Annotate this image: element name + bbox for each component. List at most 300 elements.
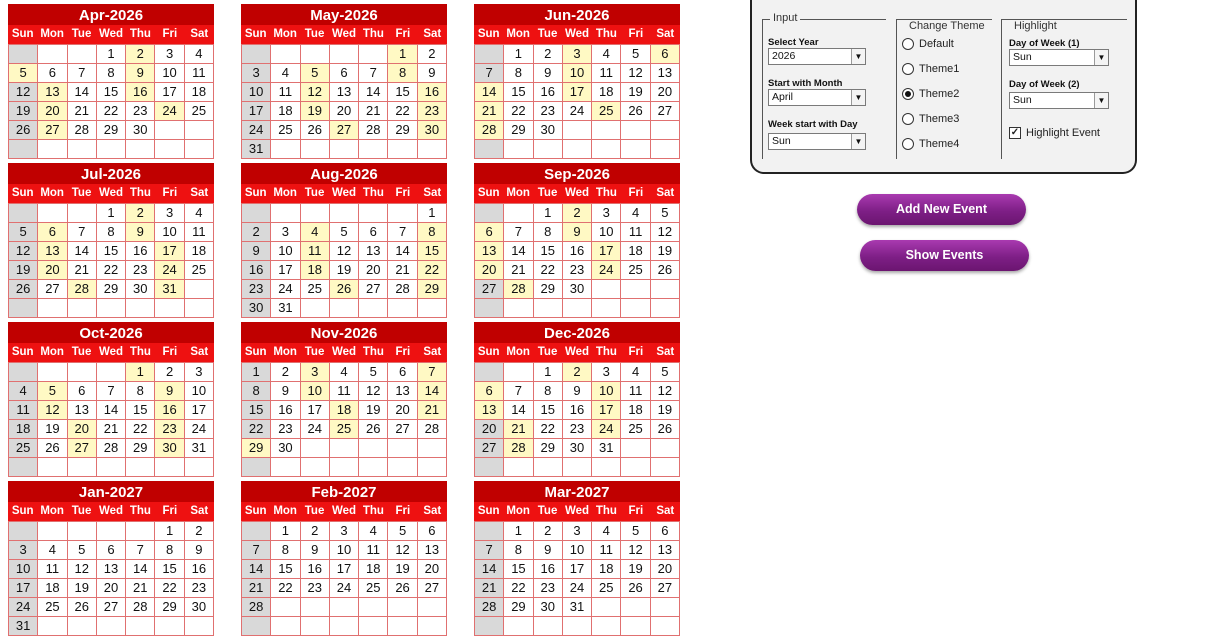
day-cell[interactable]: 9 xyxy=(418,64,447,83)
day-cell[interactable]: 13 xyxy=(418,541,447,560)
day-cell[interactable]: 5 xyxy=(621,522,650,541)
day-cell[interactable]: 1 xyxy=(271,522,300,541)
day-cell[interactable]: 18 xyxy=(301,261,330,280)
day-cell[interactable]: 6 xyxy=(68,382,97,401)
day-cell[interactable]: 24 xyxy=(155,261,184,280)
day-cell[interactable]: 10 xyxy=(563,541,592,560)
day-cell[interactable]: 24 xyxy=(563,102,592,121)
day-cell[interactable]: 6 xyxy=(651,522,680,541)
day-cell[interactable]: 18 xyxy=(185,242,214,261)
day-cell[interactable]: 31 xyxy=(9,617,38,636)
day-cell[interactable]: 11 xyxy=(621,223,650,242)
day-cell[interactable]: 15 xyxy=(418,242,447,261)
day-cell[interactable]: 4 xyxy=(38,541,67,560)
day-cell[interactable]: 13 xyxy=(38,83,67,102)
day-cell[interactable]: 4 xyxy=(185,204,214,223)
day-cell[interactable]: 3 xyxy=(9,541,38,560)
day-cell[interactable]: 10 xyxy=(185,382,214,401)
day-cell[interactable]: 24 xyxy=(301,420,330,439)
theme-radio-theme1[interactable] xyxy=(902,63,959,75)
day-cell[interactable]: 7 xyxy=(126,541,155,560)
day-cell[interactable]: 16 xyxy=(563,242,592,261)
radio-icon[interactable] xyxy=(902,138,914,150)
day-cell[interactable]: 6 xyxy=(97,541,126,560)
theme-radio-theme2[interactable] xyxy=(902,88,959,100)
day-cell[interactable]: 26 xyxy=(621,579,650,598)
day-cell[interactable]: 19 xyxy=(621,560,650,579)
day-cell[interactable]: 6 xyxy=(38,64,67,83)
day-cell[interactable]: 15 xyxy=(388,83,417,102)
day-cell[interactable]: 19 xyxy=(301,102,330,121)
day-cell[interactable]: 12 xyxy=(38,401,67,420)
day-cell[interactable]: 21 xyxy=(418,401,447,420)
day-cell[interactable]: 3 xyxy=(242,64,271,83)
day-cell[interactable]: 27 xyxy=(38,280,67,299)
day-cell[interactable]: 6 xyxy=(38,223,67,242)
day-cell[interactable]: 25 xyxy=(301,280,330,299)
checkmark-icon[interactable]: ✓ xyxy=(1010,127,1020,138)
day-cell[interactable]: 21 xyxy=(68,102,97,121)
day-cell[interactable]: 5 xyxy=(651,204,680,223)
day-cell[interactable]: 18 xyxy=(9,420,38,439)
day-cell[interactable]: 25 xyxy=(592,102,621,121)
day-cell[interactable]: 14 xyxy=(68,242,97,261)
day-cell[interactable]: 29 xyxy=(97,121,126,140)
day-cell[interactable]: 22 xyxy=(97,261,126,280)
day-cell[interactable]: 24 xyxy=(330,579,359,598)
day-cell[interactable]: 9 xyxy=(563,223,592,242)
day-cell[interactable]: 13 xyxy=(38,242,67,261)
day-cell[interactable]: 2 xyxy=(126,45,155,64)
day-cell[interactable]: 15 xyxy=(97,83,126,102)
day-cell[interactable]: 12 xyxy=(301,83,330,102)
radio-icon[interactable] xyxy=(902,38,914,50)
day-cell[interactable]: 24 xyxy=(271,280,300,299)
day-cell[interactable]: 4 xyxy=(301,223,330,242)
day-cell[interactable]: 28 xyxy=(475,598,504,617)
day-cell[interactable]: 5 xyxy=(330,223,359,242)
day-cell[interactable]: 3 xyxy=(301,363,330,382)
day-cell[interactable]: 30 xyxy=(185,598,214,617)
day-cell[interactable]: 1 xyxy=(97,204,126,223)
day-cell[interactable]: 20 xyxy=(359,261,388,280)
day-cell[interactable]: 18 xyxy=(621,242,650,261)
day-cell[interactable]: 26 xyxy=(38,439,67,458)
day-cell[interactable]: 28 xyxy=(359,121,388,140)
day-cell[interactable]: 3 xyxy=(155,204,184,223)
day-cell[interactable]: 3 xyxy=(185,363,214,382)
day-cell[interactable]: 22 xyxy=(504,102,533,121)
day-cell[interactable]: 18 xyxy=(359,560,388,579)
day-cell[interactable]: 17 xyxy=(330,560,359,579)
day-cell[interactable]: 25 xyxy=(330,420,359,439)
day-cell[interactable]: 20 xyxy=(475,420,504,439)
day-cell[interactable]: 20 xyxy=(388,401,417,420)
day-cell[interactable]: 8 xyxy=(242,382,271,401)
day-cell[interactable]: 22 xyxy=(271,579,300,598)
day-cell[interactable]: 18 xyxy=(330,401,359,420)
day-cell[interactable]: 10 xyxy=(242,83,271,102)
day-cell[interactable]: 13 xyxy=(475,242,504,261)
start-month-dropdown[interactable] xyxy=(768,89,866,106)
day-cell[interactable]: 29 xyxy=(242,439,271,458)
day-cell[interactable]: 20 xyxy=(418,560,447,579)
day-cell[interactable]: 1 xyxy=(155,522,184,541)
day-cell[interactable]: 12 xyxy=(651,223,680,242)
day-cell[interactable]: 12 xyxy=(388,541,417,560)
day-cell[interactable]: 15 xyxy=(97,242,126,261)
chevron-down-icon[interactable]: ▼ xyxy=(851,90,865,105)
day-cell[interactable]: 3 xyxy=(271,223,300,242)
day-cell[interactable]: 4 xyxy=(621,363,650,382)
day-cell[interactable]: 24 xyxy=(242,121,271,140)
day-cell[interactable]: 8 xyxy=(534,382,563,401)
day-cell[interactable]: 30 xyxy=(126,280,155,299)
chevron-down-icon[interactable]: ▼ xyxy=(851,134,865,149)
day-cell[interactable]: 5 xyxy=(301,64,330,83)
day-cell[interactable]: 28 xyxy=(504,280,533,299)
dow1-dropdown[interactable] xyxy=(1009,49,1109,66)
radio-icon[interactable] xyxy=(902,113,914,125)
day-cell[interactable]: 18 xyxy=(621,401,650,420)
day-cell[interactable]: 9 xyxy=(301,541,330,560)
day-cell[interactable]: 9 xyxy=(242,242,271,261)
day-cell[interactable]: 1 xyxy=(242,363,271,382)
day-cell[interactable]: 5 xyxy=(9,64,38,83)
day-cell[interactable]: 25 xyxy=(271,121,300,140)
day-cell[interactable]: 19 xyxy=(359,401,388,420)
day-cell[interactable]: 10 xyxy=(592,223,621,242)
day-cell[interactable]: 25 xyxy=(592,579,621,598)
day-cell[interactable]: 14 xyxy=(68,83,97,102)
day-cell[interactable]: 14 xyxy=(126,560,155,579)
day-cell[interactable]: 20 xyxy=(651,560,680,579)
day-cell[interactable]: 8 xyxy=(155,541,184,560)
day-cell[interactable]: 31 xyxy=(155,280,184,299)
day-cell[interactable]: 22 xyxy=(418,261,447,280)
day-cell[interactable]: 22 xyxy=(534,261,563,280)
day-cell[interactable]: 16 xyxy=(534,560,563,579)
day-cell[interactable]: 28 xyxy=(388,280,417,299)
day-cell[interactable]: 4 xyxy=(359,522,388,541)
select-year-dropdown[interactable] xyxy=(768,48,866,65)
day-cell[interactable]: 3 xyxy=(563,522,592,541)
chevron-down-icon[interactable]: ▼ xyxy=(1094,50,1108,65)
day-cell[interactable]: 26 xyxy=(651,420,680,439)
day-cell[interactable]: 18 xyxy=(185,83,214,102)
day-cell[interactable]: 15 xyxy=(126,401,155,420)
day-cell[interactable]: 21 xyxy=(97,420,126,439)
day-cell[interactable]: 30 xyxy=(563,439,592,458)
chevron-down-icon[interactable]: ▼ xyxy=(851,49,865,64)
day-cell[interactable]: 20 xyxy=(651,83,680,102)
day-cell[interactable]: 23 xyxy=(126,102,155,121)
day-cell[interactable]: 21 xyxy=(242,579,271,598)
day-cell[interactable]: 23 xyxy=(126,261,155,280)
day-cell[interactable]: 7 xyxy=(97,382,126,401)
day-cell[interactable]: 14 xyxy=(388,242,417,261)
day-cell[interactable]: 22 xyxy=(155,579,184,598)
day-cell[interactable]: 14 xyxy=(475,560,504,579)
day-cell[interactable]: 20 xyxy=(475,261,504,280)
day-cell[interactable]: 16 xyxy=(418,83,447,102)
day-cell[interactable]: 26 xyxy=(68,598,97,617)
day-cell[interactable]: 21 xyxy=(359,102,388,121)
radio-icon[interactable] xyxy=(902,88,914,100)
day-cell[interactable]: 4 xyxy=(592,45,621,64)
day-cell[interactable]: 1 xyxy=(388,45,417,64)
day-cell[interactable]: 15 xyxy=(504,83,533,102)
day-cell[interactable]: 26 xyxy=(651,261,680,280)
day-cell[interactable]: 2 xyxy=(185,522,214,541)
day-cell[interactable]: 19 xyxy=(9,261,38,280)
day-cell[interactable]: 13 xyxy=(651,64,680,83)
day-cell[interactable]: 18 xyxy=(592,83,621,102)
day-cell[interactable]: 6 xyxy=(330,64,359,83)
day-cell[interactable]: 5 xyxy=(621,45,650,64)
day-cell[interactable]: 27 xyxy=(330,121,359,140)
day-cell[interactable]: 2 xyxy=(534,45,563,64)
day-cell[interactable]: 29 xyxy=(155,598,184,617)
day-cell[interactable]: 22 xyxy=(242,420,271,439)
day-cell[interactable]: 11 xyxy=(9,401,38,420)
day-cell[interactable]: 2 xyxy=(126,204,155,223)
day-cell[interactable]: 10 xyxy=(592,382,621,401)
show-events-button[interactable]: Show Events xyxy=(860,240,1029,271)
day-cell[interactable]: 9 xyxy=(126,64,155,83)
day-cell[interactable]: 2 xyxy=(155,363,184,382)
day-cell[interactable]: 18 xyxy=(38,579,67,598)
day-cell[interactable]: 10 xyxy=(330,541,359,560)
day-cell[interactable]: 26 xyxy=(9,121,38,140)
day-cell[interactable]: 23 xyxy=(155,420,184,439)
day-cell[interactable]: 5 xyxy=(38,382,67,401)
day-cell[interactable]: 10 xyxy=(155,64,184,83)
day-cell[interactable]: 12 xyxy=(621,64,650,83)
day-cell[interactable]: 29 xyxy=(534,439,563,458)
day-cell[interactable]: 7 xyxy=(68,223,97,242)
day-cell[interactable]: 7 xyxy=(388,223,417,242)
day-cell[interactable]: 15 xyxy=(271,560,300,579)
day-cell[interactable]: 17 xyxy=(563,560,592,579)
day-cell[interactable]: 19 xyxy=(38,420,67,439)
day-cell[interactable]: 2 xyxy=(242,223,271,242)
day-cell[interactable]: 12 xyxy=(651,382,680,401)
day-cell[interactable]: 24 xyxy=(563,579,592,598)
day-cell[interactable]: 26 xyxy=(301,121,330,140)
day-cell[interactable]: 28 xyxy=(97,439,126,458)
day-cell[interactable]: 23 xyxy=(534,102,563,121)
day-cell[interactable]: 11 xyxy=(185,64,214,83)
day-cell[interactable]: 13 xyxy=(330,83,359,102)
day-cell[interactable]: 28 xyxy=(418,420,447,439)
day-cell[interactable]: 21 xyxy=(388,261,417,280)
day-cell[interactable]: 13 xyxy=(68,401,97,420)
day-cell[interactable]: 26 xyxy=(359,420,388,439)
day-cell[interactable]: 5 xyxy=(651,363,680,382)
day-cell[interactable]: 1 xyxy=(504,522,533,541)
day-cell[interactable]: 11 xyxy=(301,242,330,261)
day-cell[interactable]: 31 xyxy=(592,439,621,458)
theme-radio-default[interactable] xyxy=(902,38,954,50)
week-start-dropdown[interactable] xyxy=(768,133,866,150)
day-cell[interactable]: 3 xyxy=(330,522,359,541)
day-cell[interactable]: 1 xyxy=(534,204,563,223)
day-cell[interactable]: 11 xyxy=(38,560,67,579)
day-cell[interactable]: 22 xyxy=(126,420,155,439)
day-cell[interactable]: 15 xyxy=(534,401,563,420)
day-cell[interactable]: 16 xyxy=(534,83,563,102)
day-cell[interactable]: 6 xyxy=(418,522,447,541)
day-cell[interactable]: 22 xyxy=(534,420,563,439)
day-cell[interactable]: 22 xyxy=(504,579,533,598)
day-cell[interactable]: 23 xyxy=(418,102,447,121)
day-cell[interactable]: 27 xyxy=(651,579,680,598)
day-cell[interactable]: 27 xyxy=(97,598,126,617)
day-cell[interactable]: 6 xyxy=(475,223,504,242)
day-cell[interactable]: 12 xyxy=(9,242,38,261)
day-cell[interactable]: 11 xyxy=(330,382,359,401)
day-cell[interactable]: 23 xyxy=(301,579,330,598)
day-cell[interactable]: 19 xyxy=(330,261,359,280)
day-cell[interactable]: 29 xyxy=(504,121,533,140)
day-cell[interactable]: 1 xyxy=(97,45,126,64)
day-cell[interactable]: 11 xyxy=(185,223,214,242)
day-cell[interactable]: 29 xyxy=(388,121,417,140)
day-cell[interactable]: 10 xyxy=(155,223,184,242)
day-cell[interactable]: 30 xyxy=(126,121,155,140)
day-cell[interactable]: 26 xyxy=(621,102,650,121)
day-cell[interactable]: 18 xyxy=(271,102,300,121)
day-cell[interactable]: 8 xyxy=(504,541,533,560)
day-cell[interactable]: 29 xyxy=(418,280,447,299)
day-cell[interactable]: 25 xyxy=(621,420,650,439)
day-cell[interactable]: 27 xyxy=(38,121,67,140)
day-cell[interactable]: 19 xyxy=(651,242,680,261)
day-cell[interactable]: 5 xyxy=(68,541,97,560)
day-cell[interactable]: 1 xyxy=(504,45,533,64)
day-cell[interactable]: 11 xyxy=(359,541,388,560)
day-cell[interactable]: 28 xyxy=(126,598,155,617)
highlight-event-checkbox[interactable] xyxy=(1009,127,1100,139)
radio-icon[interactable] xyxy=(902,63,914,75)
day-cell[interactable]: 23 xyxy=(185,579,214,598)
day-cell[interactable]: 13 xyxy=(97,560,126,579)
day-cell[interactable]: 23 xyxy=(534,579,563,598)
day-cell[interactable]: 30 xyxy=(155,439,184,458)
day-cell[interactable]: 15 xyxy=(504,560,533,579)
day-cell[interactable]: 20 xyxy=(38,102,67,121)
day-cell[interactable]: 27 xyxy=(475,439,504,458)
day-cell[interactable]: 7 xyxy=(359,64,388,83)
day-cell[interactable]: 22 xyxy=(97,102,126,121)
day-cell[interactable]: 17 xyxy=(301,401,330,420)
day-cell[interactable]: 6 xyxy=(388,363,417,382)
day-cell[interactable]: 17 xyxy=(185,401,214,420)
day-cell[interactable]: 8 xyxy=(504,64,533,83)
day-cell[interactable]: 24 xyxy=(9,598,38,617)
day-cell[interactable]: 30 xyxy=(418,121,447,140)
day-cell[interactable]: 28 xyxy=(242,598,271,617)
day-cell[interactable]: 1 xyxy=(418,204,447,223)
day-cell[interactable]: 31 xyxy=(271,299,300,318)
day-cell[interactable]: 1 xyxy=(126,363,155,382)
day-cell[interactable]: 30 xyxy=(534,598,563,617)
day-cell[interactable]: 29 xyxy=(97,280,126,299)
day-cell[interactable]: 3 xyxy=(155,45,184,64)
day-cell[interactable]: 9 xyxy=(185,541,214,560)
day-cell[interactable]: 23 xyxy=(563,261,592,280)
day-cell[interactable]: 31 xyxy=(242,140,271,159)
day-cell[interactable]: 16 xyxy=(185,560,214,579)
day-cell[interactable]: 20 xyxy=(38,261,67,280)
day-cell[interactable]: 17 xyxy=(563,83,592,102)
day-cell[interactable]: 17 xyxy=(592,242,621,261)
day-cell[interactable]: 12 xyxy=(621,541,650,560)
day-cell[interactable]: 14 xyxy=(504,401,533,420)
day-cell[interactable]: 9 xyxy=(534,541,563,560)
day-cell[interactable]: 16 xyxy=(563,401,592,420)
day-cell[interactable]: 24 xyxy=(155,102,184,121)
day-cell[interactable]: 16 xyxy=(271,401,300,420)
day-cell[interactable]: 16 xyxy=(242,261,271,280)
day-cell[interactable]: 4 xyxy=(9,382,38,401)
day-cell[interactable]: 25 xyxy=(621,261,650,280)
day-cell[interactable]: 9 xyxy=(271,382,300,401)
day-cell[interactable]: 7 xyxy=(504,223,533,242)
day-cell[interactable]: 27 xyxy=(388,420,417,439)
day-cell[interactable]: 21 xyxy=(475,102,504,121)
day-cell[interactable]: 19 xyxy=(9,102,38,121)
day-cell[interactable]: 21 xyxy=(504,261,533,280)
day-cell[interactable]: 25 xyxy=(9,439,38,458)
day-cell[interactable]: 6 xyxy=(651,45,680,64)
day-cell[interactable]: 6 xyxy=(359,223,388,242)
day-cell[interactable]: 4 xyxy=(592,522,621,541)
theme-radio-theme4[interactable] xyxy=(902,138,959,150)
day-cell[interactable]: 29 xyxy=(126,439,155,458)
day-cell[interactable]: 25 xyxy=(185,102,214,121)
day-cell[interactable]: 8 xyxy=(97,223,126,242)
day-cell[interactable]: 25 xyxy=(359,579,388,598)
day-cell[interactable]: 11 xyxy=(592,64,621,83)
day-cell[interactable]: 30 xyxy=(534,121,563,140)
day-cell[interactable]: 5 xyxy=(359,363,388,382)
day-cell[interactable]: 29 xyxy=(504,598,533,617)
day-cell[interactable]: 4 xyxy=(621,204,650,223)
day-cell[interactable]: 12 xyxy=(359,382,388,401)
day-cell[interactable]: 14 xyxy=(418,382,447,401)
day-cell[interactable]: 7 xyxy=(475,64,504,83)
day-cell[interactable]: 15 xyxy=(155,560,184,579)
day-cell[interactable]: 26 xyxy=(330,280,359,299)
chevron-down-icon[interactable]: ▼ xyxy=(1094,93,1108,108)
day-cell[interactable]: 24 xyxy=(592,420,621,439)
day-cell[interactable]: 25 xyxy=(38,598,67,617)
day-cell[interactable]: 28 xyxy=(68,280,97,299)
day-cell[interactable]: 13 xyxy=(388,382,417,401)
day-cell[interactable]: 5 xyxy=(388,522,417,541)
day-cell[interactable]: 15 xyxy=(534,242,563,261)
day-cell[interactable]: 2 xyxy=(563,204,592,223)
day-cell[interactable]: 8 xyxy=(418,223,447,242)
day-cell[interactable]: 28 xyxy=(504,439,533,458)
day-cell[interactable]: 1 xyxy=(534,363,563,382)
day-cell[interactable]: 15 xyxy=(242,401,271,420)
day-cell[interactable]: 27 xyxy=(651,102,680,121)
day-cell[interactable]: 8 xyxy=(97,64,126,83)
day-cell[interactable]: 31 xyxy=(185,439,214,458)
